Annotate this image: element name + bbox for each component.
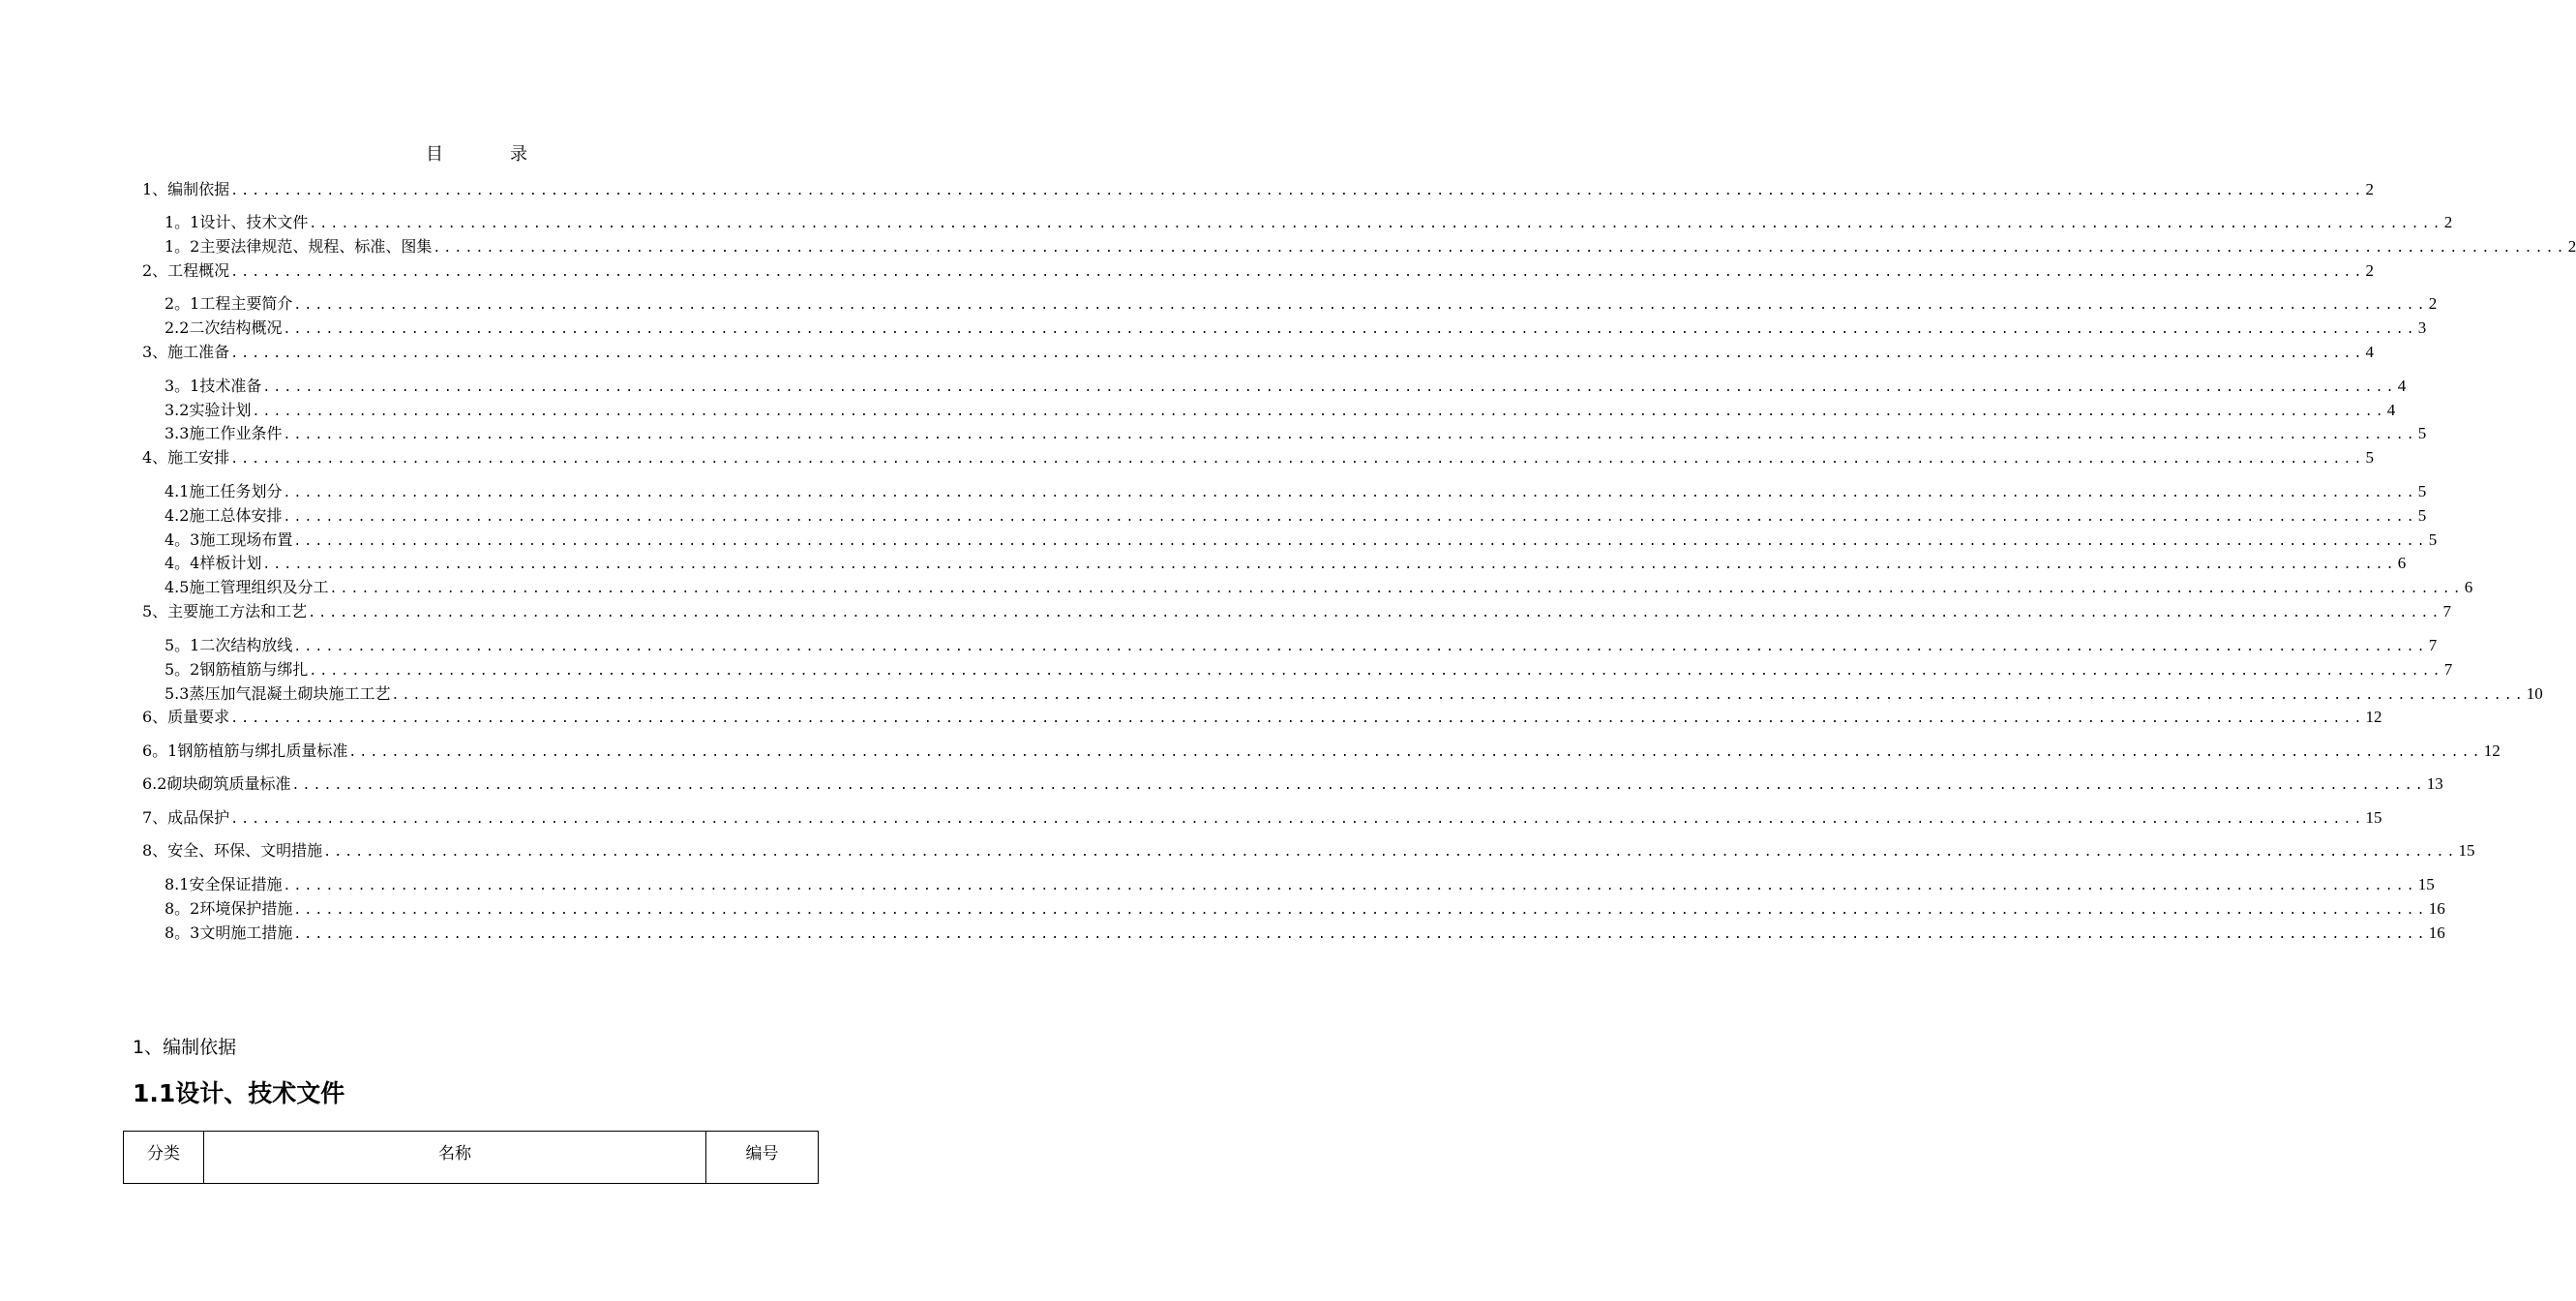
toc-entry[interactable] [165, 683, 2543, 705]
toc-entry[interactable] [165, 529, 2438, 551]
toc-entry-text: 1、编制依据 [142, 180, 230, 198]
toc-leader-dots: ........................................................................................................................................................................................................ [262, 380, 2397, 395]
toc-entry[interactable] [142, 179, 2375, 200]
toc-page-number: 13 [2426, 774, 2443, 793]
toc-entry[interactable] [165, 874, 2435, 895]
toc-entry-text: 4、施工安排 [142, 448, 230, 467]
toc-page-number: 15 [2365, 808, 2382, 827]
toc-entry-text: 7、成品保护 [142, 808, 230, 827]
toc-leader-dots: ........................................................................................................................................................................................................ [308, 606, 2442, 620]
toc-page-number: 16 [2428, 899, 2445, 918]
toc-entry[interactable] [142, 447, 2375, 469]
toc-page-number: 5 [2417, 506, 2427, 525]
toc-entry[interactable] [165, 423, 2427, 444]
toc-entry-text: 6、质量要求 [142, 708, 230, 726]
toc-entry-text: 1。1设计、技术文件 [165, 213, 309, 231]
toc-title-char: 目 [426, 144, 443, 165]
toc-leader-dots: ........................................................................................................................................................................................................ [283, 428, 2417, 442]
toc-entry-text: 2、工程概况 [142, 261, 230, 280]
toc-entry[interactable] [165, 577, 2473, 598]
toc-leader-dots: ........................................................................................................................................................................................................ [230, 711, 2365, 726]
toc-leader-dots: ........................................................................................................................................................................................................ [323, 845, 2458, 860]
toc-page-number: 7 [2442, 602, 2452, 620]
toc-entry-text: 4。3施工现场布置 [165, 530, 293, 549]
toc-page-number: 5 [2417, 424, 2427, 442]
toc-page-number: 4 [2386, 401, 2396, 419]
toc-page-number: 15 [2417, 875, 2435, 893]
toc-entry-text: 4.2施工总体安排 [165, 506, 283, 525]
toc-entry-text: 5、主要施工方法和工艺 [142, 602, 308, 620]
toc-entry-text: 8、安全、环保、文明措施 [142, 841, 323, 860]
toc-page-number: 15 [2458, 841, 2475, 860]
toc-entry[interactable] [142, 840, 2475, 862]
toc-entry-text: 2。1工程主要简介 [165, 294, 293, 313]
toc-entry-text: 6。1钢筋植筋与绑扎质量标准 [142, 741, 348, 760]
toc-leader-dots: ........................................................................................................................................................................................................ [252, 405, 2386, 419]
toc-entry-text: 5。1二次结构放线 [165, 636, 293, 654]
toc-page-number: 2 [2567, 237, 2576, 256]
toc-leader-dots: ........................................................................................................................................................................................................ [283, 879, 2417, 893]
toc-entry[interactable] [142, 741, 2501, 762]
toc-page-number: 4 [2397, 377, 2407, 395]
toc-entry-text: 6.2砌块砌筑质量标准 [142, 774, 291, 793]
toc-entry[interactable] [142, 707, 2382, 728]
toc-page-number: 5 [2365, 448, 2375, 467]
toc-leader-dots: ........................................................................................................................................................................................................ [230, 812, 2365, 827]
toc-entry[interactable] [165, 898, 2445, 920]
toc-leader-dots: ........................................................................................................................................................................................................ [293, 534, 2428, 549]
section-heading-1: 1、编制依据 [133, 1037, 237, 1058]
toc-leader-dots: ........................................................................................................................................................................................................ [293, 903, 2428, 918]
document-table [123, 1131, 819, 1184]
toc-entry-text: 4。4样板计划 [165, 554, 262, 572]
toc-leader-dots: ........................................................................................................................................................................................................ [230, 184, 2365, 198]
toc-leader-dots: ........................................................................................................................................................................................................ [309, 217, 2443, 231]
toc-leader-dots: ........................................................................................................................................................................................................ [293, 640, 2428, 654]
toc-page-number: 7 [2428, 636, 2438, 654]
toc-leader-dots: ........................................................................................................................................................................................................ [283, 510, 2417, 525]
toc-leader-dots: ........................................................................................................................................................................................................ [293, 298, 2428, 313]
toc-page-number: 12 [2483, 741, 2501, 760]
toc-leader-dots: ........................................................................................................................................................................................................ [391, 688, 2526, 703]
toc-leader-dots: ........................................................................................................................................................................................................ [329, 582, 2464, 596]
toc-leader-dots: ........................................................................................................................................................................................................ [283, 322, 2417, 337]
toc-page-number: 16 [2428, 923, 2445, 942]
toc-page-number: 10 [2526, 684, 2543, 703]
toc-page-number: 2 [2365, 180, 2375, 198]
toc-entry[interactable] [142, 342, 2375, 363]
toc-entry-text: 1。2主要法律规范、规程、标准、图集 [165, 237, 433, 256]
toc-entry-text: 3。1技术准备 [165, 377, 262, 395]
toc-page-number: 2 [2365, 261, 2375, 280]
toc-leader-dots: ........................................................................................................................................................................................................ [291, 778, 2426, 793]
toc-entry[interactable] [165, 635, 2438, 656]
toc-page-number: 5 [2417, 482, 2427, 500]
toc-page-number: 6 [2397, 554, 2407, 572]
toc-entry-text: 3.3施工作业条件 [165, 424, 283, 442]
toc-entry[interactable] [142, 601, 2452, 622]
toc-leader-dots: ........................................................................................................................................................................................................ [433, 241, 2567, 256]
toc-page-number: 5 [2428, 530, 2438, 549]
toc-entry[interactable] [165, 376, 2407, 397]
toc-entry[interactable] [165, 400, 2396, 421]
table-header-number: 编号 [706, 1132, 819, 1184]
toc-title-char: 录 [510, 144, 527, 165]
toc-leader-dots: ........................................................................................................................................................................................................ [293, 927, 2428, 942]
toc-entry[interactable] [165, 481, 2427, 502]
toc-page-number: 7 [2443, 660, 2453, 679]
toc-page-number: 12 [2365, 708, 2382, 726]
section-heading-2: 1.1设计、技术文件 [133, 1079, 345, 1107]
toc-entry-text: 4.5施工管理组织及分工 [165, 578, 329, 596]
table-header-name: 名称 [204, 1132, 706, 1184]
toc-page-number: 2 [2443, 213, 2453, 231]
toc-entry[interactable] [142, 260, 2375, 282]
toc-entry-text: 8.1安全保证措施 [165, 875, 283, 893]
toc-entry[interactable] [165, 923, 2445, 944]
toc-entry[interactable] [165, 293, 2438, 315]
toc-leader-dots: ........................................................................................................................................................................................................ [283, 486, 2417, 500]
toc-entry-text: 8。3文明施工措施 [165, 923, 293, 942]
toc-page-number: 3 [2417, 318, 2427, 337]
toc-leader-dots: ........................................................................................................................................................................................................ [230, 452, 2365, 467]
toc-page-number: 2 [2428, 294, 2438, 313]
toc-leader-dots: ........................................................................................................................................................................................................ [309, 664, 2443, 679]
toc-leader-dots: ........................................................................................................................................................................................................ [230, 265, 2365, 280]
toc-entry[interactable] [165, 212, 2453, 233]
toc-entry-text: 2.2二次结构概况 [165, 318, 283, 337]
toc-entry[interactable] [165, 318, 2427, 339]
toc-entry[interactable] [142, 773, 2443, 795]
toc-leader-dots: ........................................................................................................................................................................................................ [230, 347, 2365, 361]
toc-entry-text: 5。2钢筋植筋与绑扎 [165, 660, 309, 679]
toc-entry[interactable] [165, 505, 2427, 527]
toc-page-number: 6 [2464, 578, 2473, 596]
toc-entry[interactable] [165, 659, 2453, 681]
toc-entry-text: 4.1施工任务划分 [165, 482, 283, 500]
toc-entry-text: 8。2环境保护措施 [165, 899, 293, 918]
toc-entry[interactable] [142, 807, 2382, 829]
table-header-row [124, 1132, 819, 1184]
toc-entry-text: 3、施工准备 [142, 343, 230, 361]
toc-entry[interactable] [165, 553, 2407, 574]
toc-leader-dots: ........................................................................................................................................................................................................ [348, 745, 2483, 760]
toc-entry-text: 3.2实验计划 [165, 401, 252, 419]
toc-page-number: 4 [2365, 343, 2375, 361]
toc-entry[interactable] [165, 236, 2576, 257]
toc-leader-dots: ........................................................................................................................................................................................................ [262, 558, 2397, 572]
toc-entry-text: 5.3蒸压加气混凝土砌块施工工艺 [165, 684, 391, 703]
table-header-category: 分类 [124, 1132, 204, 1184]
